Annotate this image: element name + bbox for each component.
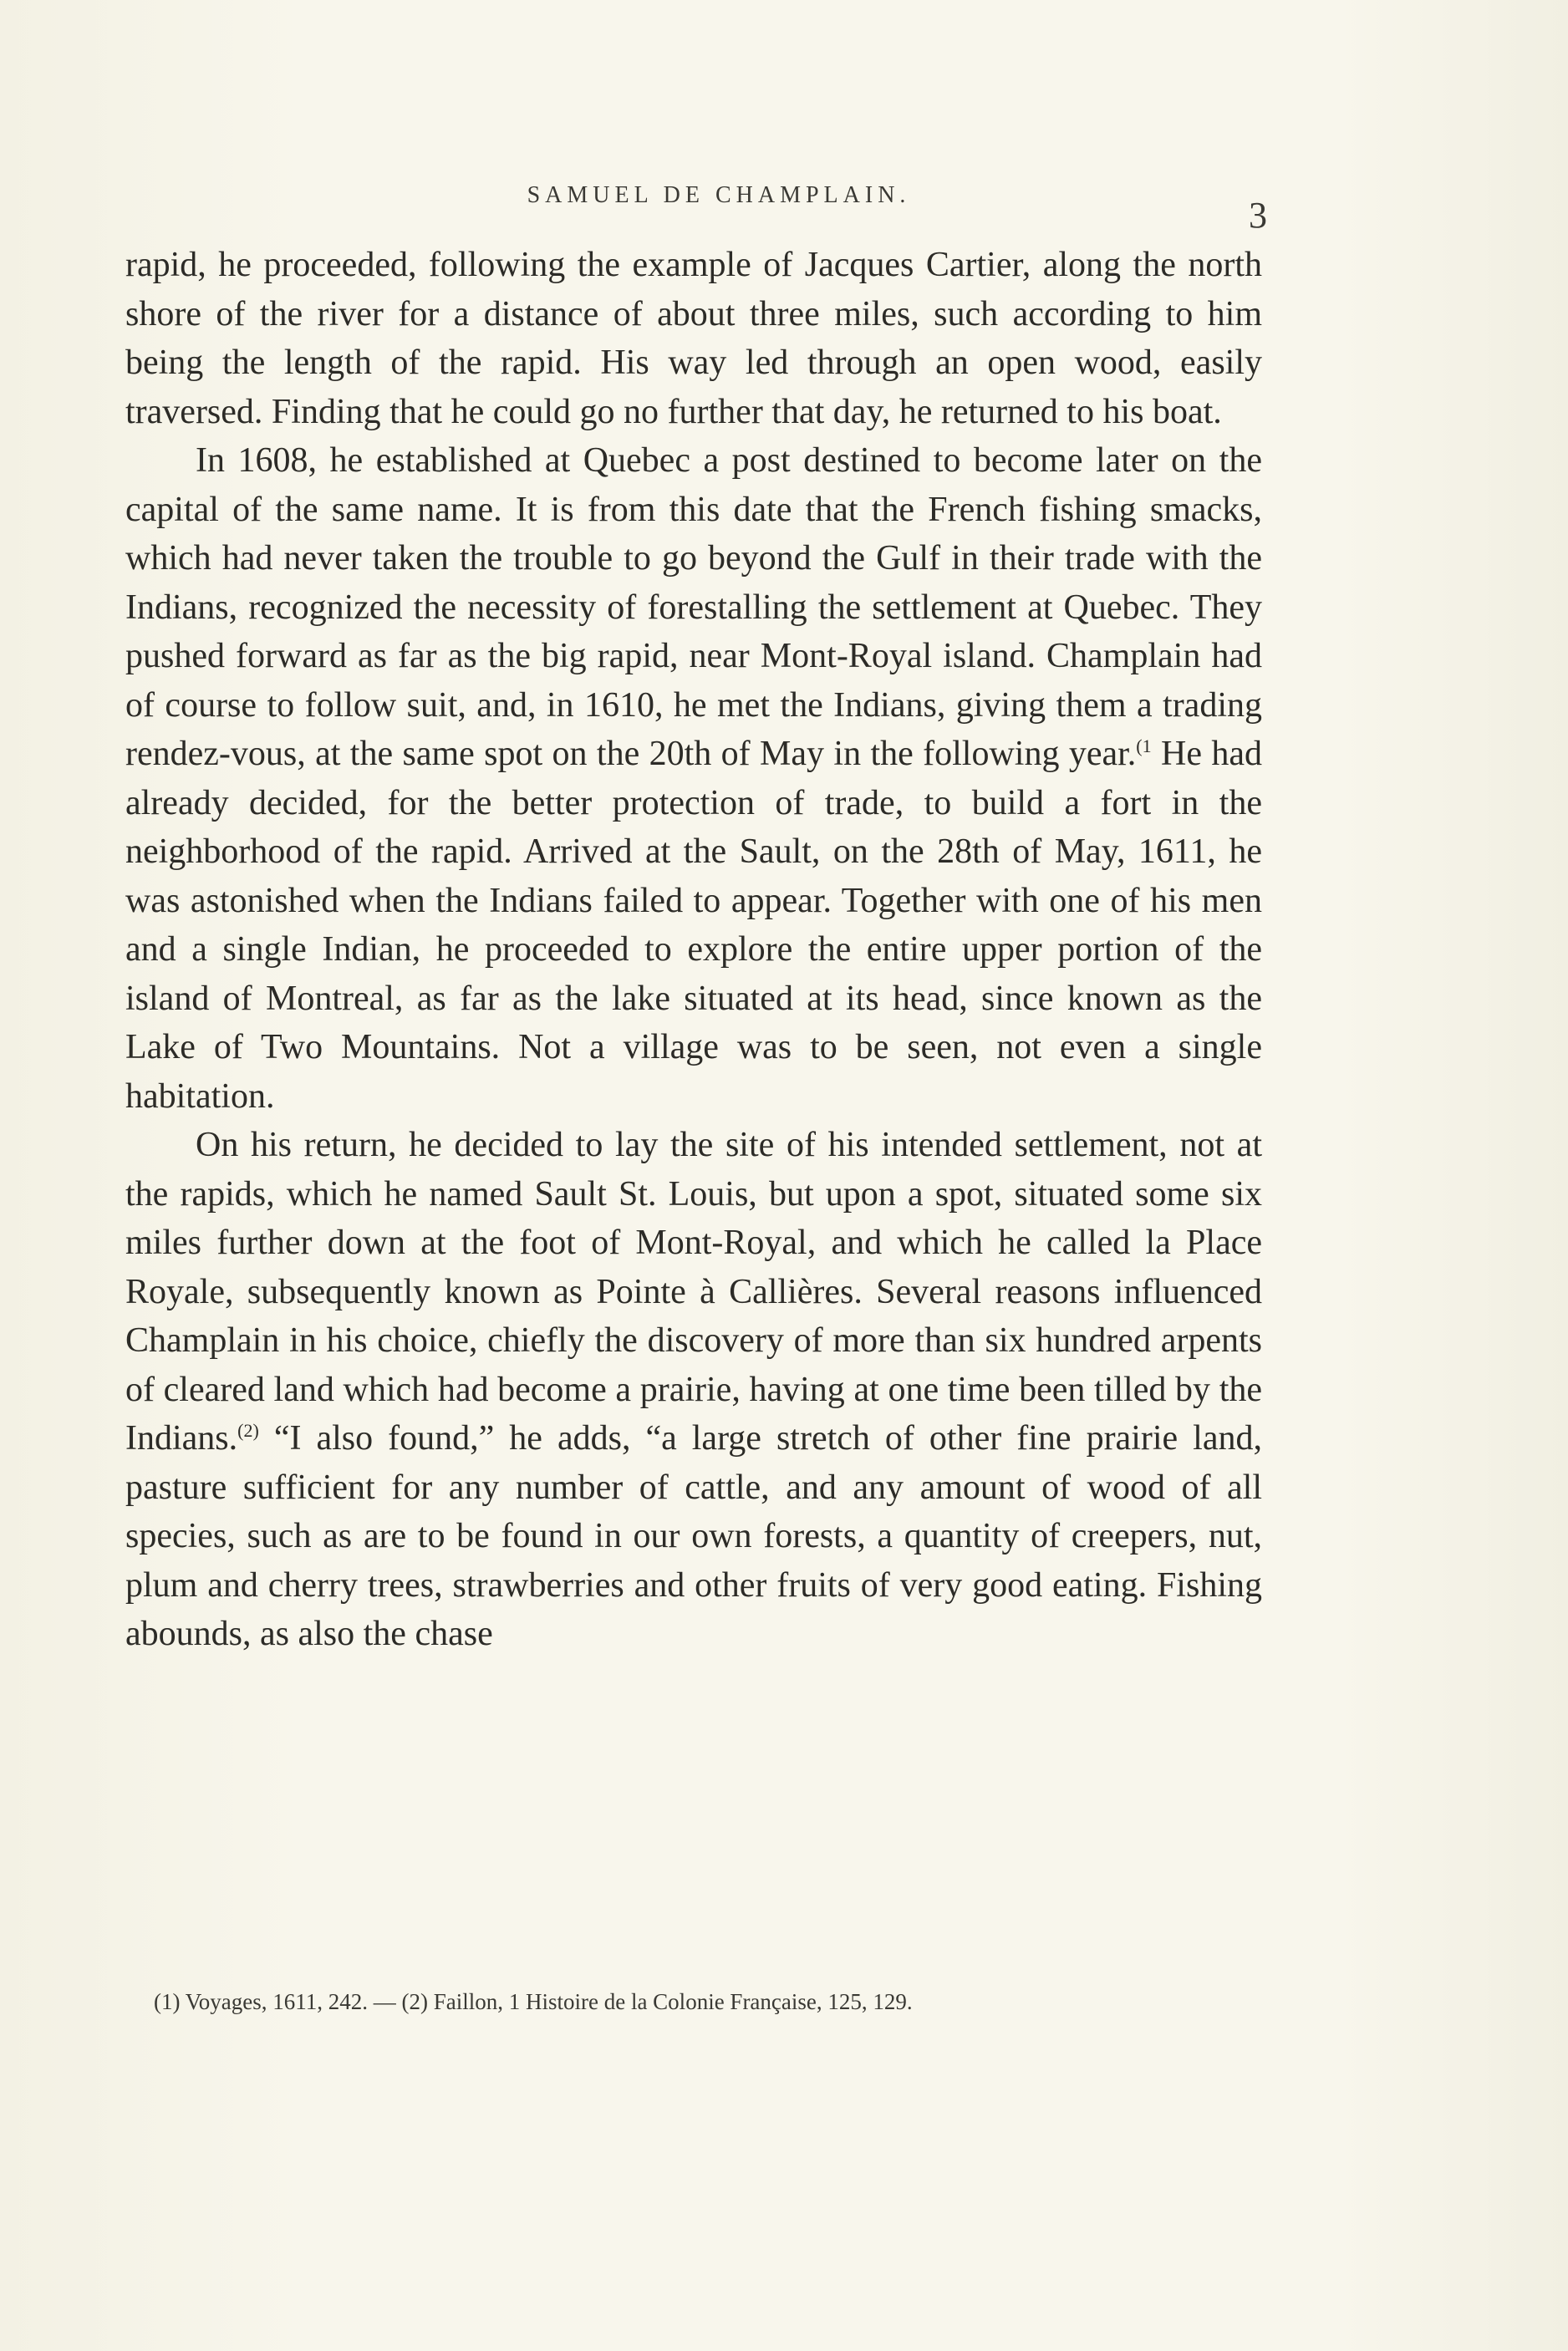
body-text <box>125 241 1262 1659</box>
paragraph-3 <box>125 1121 1262 1659</box>
paragraph-2-part-b: He had already decided, for the better protection of trade, to build a fort in the neighborhood of the rapid. Arrived at the Sault, on the 28th of May, 1611, he was astonished when the Indians failed to appear. Together with one of his men and a single Indian, he proceeded to explore the entire upper portion of the island of Montreal, as far as the lake situated at its head, since known as the Lake of Two Mountains. Not a village was to be seen, not even a single habitation. <box>125 735 1262 1116</box>
paragraph-1: rapid, he proceeded, following the example of Jacques Cartier, along the north shore of the river for a distance of about three miles, such according to him being the length of the rapid. His way led through an open wood, easily traversed. Finding that he could go no further that day, he returned to his boat. <box>125 246 1262 431</box>
footnote-marker-2: (2) <box>237 1420 259 1441</box>
page-number: 3 <box>1249 195 1267 236</box>
paragraph-2-part-a: In 1608, he established at Quebec a post destined to become later on the capital of the same name. It is from this date that the French fishing smacks, which had never taken the trouble to go beyond the Gulf in their trade with the Indians, recognized the necessity of forestalling the settlement at Quebec. They pushed forward as far as the big rapid, near Mont-Royal island. Champlain had of course to follow suit, and, in 1610, he met the Indians, giving them a trading rendez-vous, at the same spot on the 20th of May in the following year. <box>125 441 1262 773</box>
paragraph-3-part-a: On his return, he decided to lay the site of his intended settlement, not at the rapids, which he named Sault St. Louis, but upon a spot, situated some six miles further down at the foot of Mont-Royal, and which he called la Place Royale, subsequently known as Pointe à Callières. Several reasons influenced Champlain in his choice, chiefly the discovery of more than six hundred arpents of cleared land which had become a prairie, having at one time been tilled by the Indians. <box>125 1126 1262 1458</box>
paragraph-2 <box>125 436 1262 1121</box>
paragraph-3-part-b: “I also found,” he adds, “a large stretch of other fine prairie land, pasture sufficient for any number of cattle, and any amount of wood of all species, such as are to be found in our own forests, a quantity of creepers, nut, plum and cherry trees, strawberries and other fruits of very good eating. Fishing abounds, as also the chase <box>125 1419 1262 1653</box>
footnotes: (1) Voyages, 1611, 242. — (2) Faillon, 1 Histoire de la Colonie Française, 125, 129. <box>154 1989 913 2014</box>
footnote-marker-1: (1 <box>1136 735 1152 756</box>
running-title: SAMUEL DE CHAMPLAIN. <box>527 182 911 208</box>
